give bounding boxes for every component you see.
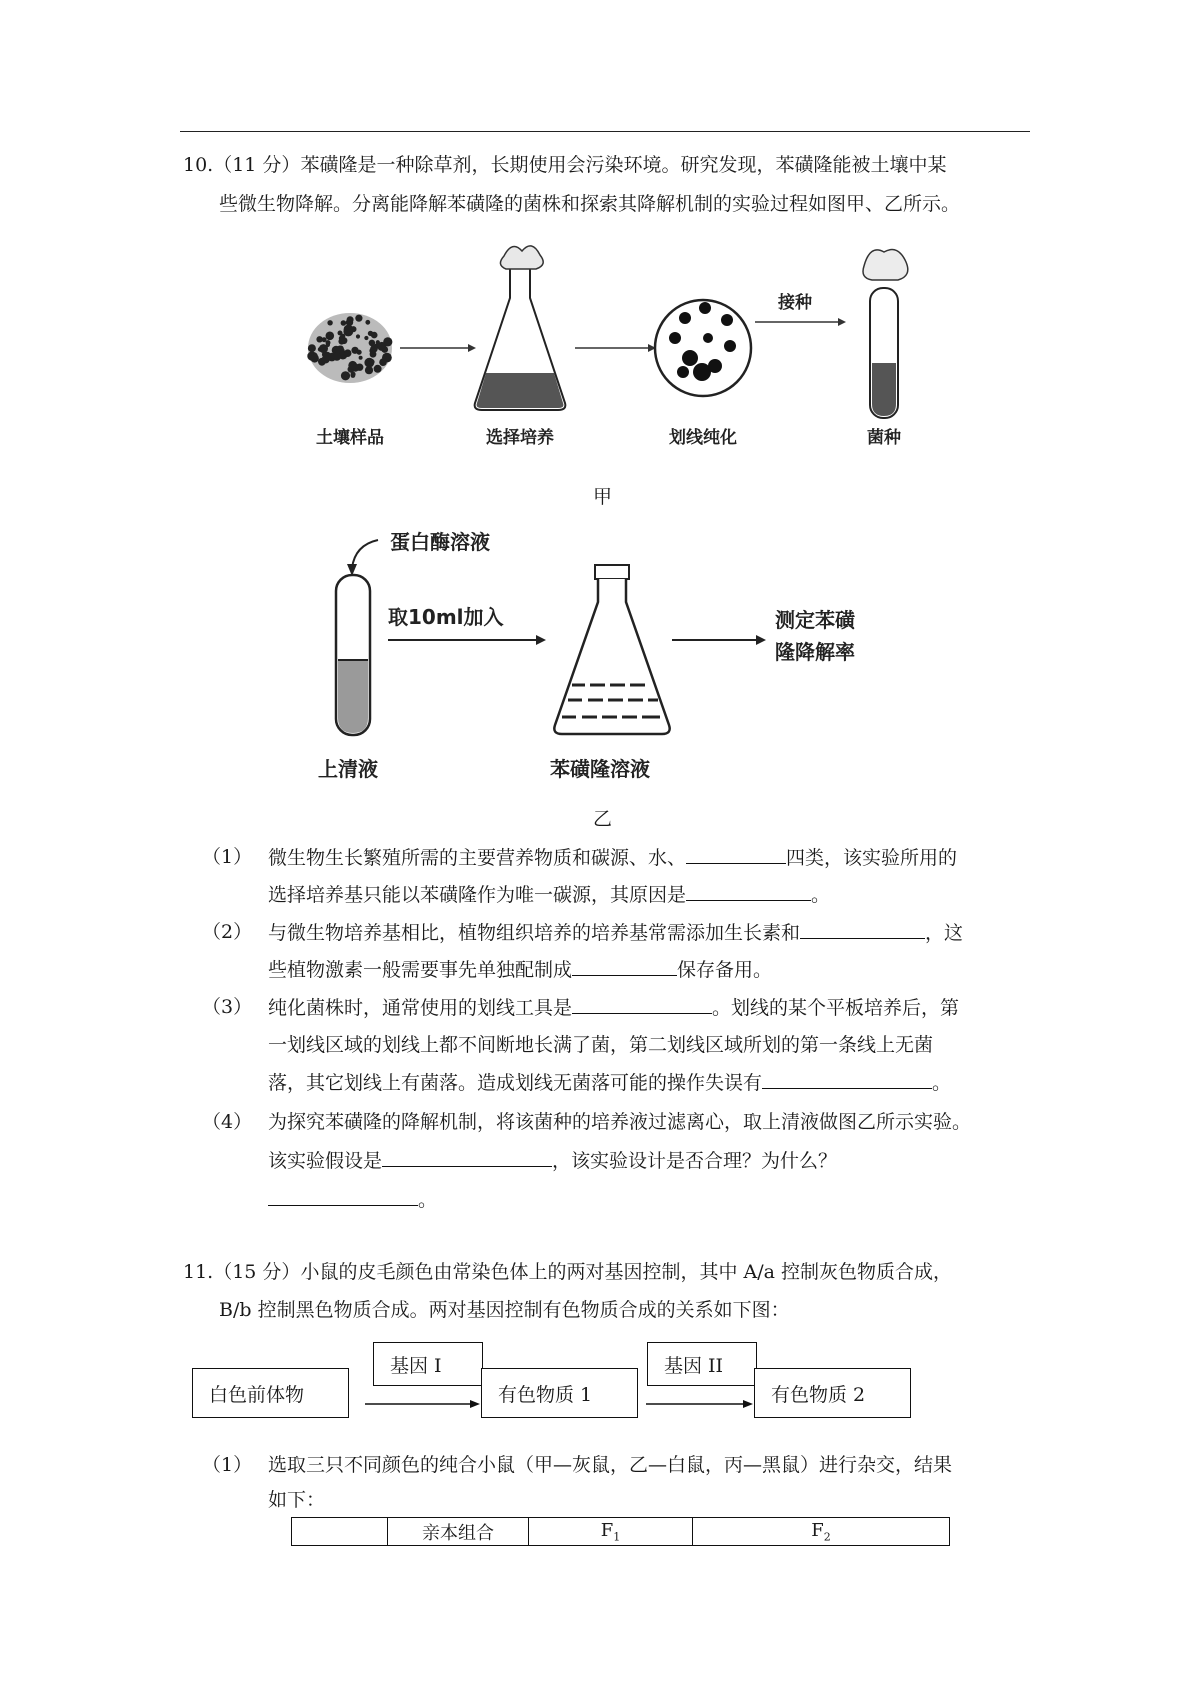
- box-colored-substance-1: 有色物质 1: [481, 1368, 638, 1418]
- table-header-parents: 亲本组合: [388, 1518, 529, 1546]
- q10-sub4-text2a: 该实验假设是: [268, 1150, 383, 1172]
- box-colored-substance-2: 有色物质 2: [754, 1368, 911, 1418]
- label-streak-purify: 划线纯化: [669, 428, 737, 448]
- q10-sub1-text1a: 微生物生长繁殖所需的主要营养物质和碳源、水、: [268, 847, 687, 869]
- results-table: [291, 1517, 950, 1546]
- q11-intro-text1: 小鼠的皮毛颜色由常染色体上的两对基因控制，其中 A/a 控制灰色物质合成，: [300, 1261, 952, 1283]
- q11-sub1-num: （1）: [202, 1454, 253, 1476]
- box-white-precursor: 白色前体物: [192, 1368, 349, 1418]
- benzsulfuron-solution-label: 苯磺隆溶液: [550, 757, 650, 781]
- measure-rate-line1: 测定苯磺: [775, 608, 855, 632]
- q11-number: 11.: [183, 1261, 214, 1283]
- q10-sub2-text1a: 与微生物培养基相比，植物组织培养的培养基常需添加生长素和: [268, 922, 801, 944]
- q10-sub2-num: （2）: [202, 921, 253, 943]
- q10-score: （11 分）: [213, 154, 301, 176]
- caption-jia: 甲: [593, 486, 613, 508]
- supernatant-label: 上清液: [318, 757, 378, 781]
- enzyme-solution-label: 蛋白酶溶液: [390, 530, 490, 554]
- q10-sub3-num: （3）: [202, 996, 253, 1018]
- q10-sub1-num: （1）: [202, 846, 253, 868]
- q11-sub1-line1: 选取三只不同颜色的纯合小鼠（甲—灰鼠，乙—白鼠，丙—黑鼠）进行杂交，结果: [268, 1454, 953, 1476]
- q10-sub3-text1b: 。划线的某个平板培养后，第: [712, 997, 960, 1019]
- add-10ml-label: 取10ml加入: [388, 605, 504, 629]
- q10-intro-text1: 苯磺隆是一种除草剂，长期使用会污染环境。研究发现，苯磺隆能被土壤中某: [300, 154, 947, 176]
- q10-sub3-text1a: 纯化菌株时，通常使用的划线工具是: [268, 997, 573, 1019]
- caption-yi: 乙: [593, 808, 613, 830]
- measure-rate-line2: 隆降解率: [775, 640, 855, 664]
- q10-sub1-text2b: 。: [811, 884, 831, 906]
- q11-sub1-line2: 如下：: [268, 1489, 326, 1511]
- q10-sub3-line2: 一划线区域的划线上都不间断地长满了菌，第二划线区域所划的第一条线上无菌: [268, 1034, 934, 1056]
- q10-sub2-text2b: 保存备用。: [677, 959, 773, 981]
- table-header-f1: $F_1$: [529, 1518, 693, 1546]
- q11-intro-line2: B/b 控制黑色物质合成。两对基因控制有色物质合成的关系如下图：: [219, 1299, 790, 1321]
- q10-sub2-text1b: ，这: [925, 922, 964, 944]
- table-header-empty: [292, 1518, 388, 1546]
- q10-sub1-text1b: 四类，该实验所用的: [786, 847, 958, 869]
- q10-sub2-text2a: 些植物激素一般需要事先单独配制成: [268, 959, 573, 981]
- q10-sub4-line1: 为探究苯磺隆的降解机制，将该菌种的培养液过滤离心，取上清液做图乙所示实验。: [268, 1111, 972, 1133]
- q10-sub3-text3a: 落，其它划线上有菌落。造成划线无菌落可能的操作失误有: [268, 1072, 763, 1094]
- inoculate-label: 接种: [778, 293, 812, 313]
- q10-sub1-text2a: 选择培养基只能以苯磺隆作为唯一碳源，其原因是: [268, 884, 687, 906]
- q11-score: （15 分）: [213, 1261, 301, 1283]
- label-selective-culture: 选择培养: [486, 428, 554, 448]
- table-header-f2: $F_2$: [693, 1518, 950, 1546]
- q10-sub3-text3b: 。: [932, 1072, 952, 1094]
- q10-sub4-text2b: ，该实验设计是否合理？为什么？: [552, 1150, 838, 1172]
- table-header-row: [292, 1518, 950, 1546]
- label-soil-sample: 土壤样品: [316, 428, 384, 448]
- q10-number: 10.: [183, 154, 214, 176]
- q10-sub4-text3b: 。: [418, 1189, 438, 1211]
- label-strain: 菌种: [867, 428, 901, 448]
- q10-sub4-num: （4）: [202, 1111, 253, 1133]
- box-gene-1: 基因 I: [373, 1342, 483, 1386]
- box-gene-2: 基因 II: [647, 1342, 757, 1386]
- q10-intro-line2: 些微生物降解。分离能降解苯磺隆的菌株和探索其降解机制的实验过程如图甲、乙所示。: [219, 193, 961, 215]
